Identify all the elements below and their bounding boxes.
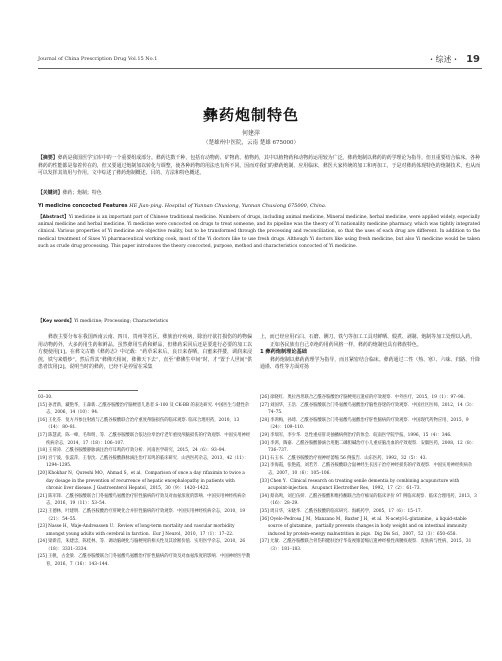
reference-item: [37] 尤敏．乙酰谷胺酸联合骨伤科健肤治疗华发视锥萎缩后遗神经根性颈腰疫观察．皮肤病与性病，2015，31（3）：181–183. — [260, 539, 472, 552]
reference-item: [30] 李鸿，陶嘉．乙酰谷胺酸静滴合用胞二磷胆碱治疗小儿重症脑出血的疗效观察．安徽医药，2008，12（8）：736–737. — [260, 440, 477, 454]
references-left-column — [38, 394, 252, 569]
cn-abstract-text: 彝药是我国医学宝库中的一个重要组成部分。彝药达数千种，包括有动物药、矿物药、植物药，其中以植物药和动物药运用较为广泛。彝药炮制以彝药的药学理论为指导，但且重要结合临床。各种彝药的性能都是靠着传在的，但又要通过炮制加以转化与调整，使各种药物的用法也有所不同。因而对我们的彝药炮制、应用临床，彝医大家传统的加工和再加工，于是对彝药体现特色的炮制技术，也从而可以发挥其效用与作用。文中综述了彝药炮制概述、目的、方法和特色概述。 — [38, 155, 480, 177]
reference-item: [25] 王帆，古金梁．乙酰谷胺酸联合门冬氨酸鸟氨酸治疗肝性脑病的疗效及对血氨浓度的影响．中国神经医学教育，2016，7（16）：143–144. — [38, 554, 251, 568]
en-abstract-label: 【Abstract】 — [38, 215, 69, 220]
body-right-column — [260, 334, 480, 372]
body-paragraph: 彝族主要分布在我国西南云南、四川、贵州等省区。彝族治疗疾病，除治疗欲打损伤的药物偏用动物药外，大多药用生药和鲜品。虽然彝用生药和鲜品，但彝药采回后还是要进行必要的加工以方便使用[1]。在彝文古籍《彝药志》中记载：“药草采来后，良日来春晒，白蜜来拌搂，调润来浸煎，铁勺来煨炒”。然后背其“彝佛天相间，彝佛天下去”，直至“彝佛生中间”时，才“置于人世间”供患者饮用[2]。说明当时的彝药，已经不是停留在采集 — [38, 334, 252, 371]
reference-item: [33] Chen Y．Clinical research on treating senile dementia by combining acupuncture with acupoint-injection．Acupunct Electrother Res，1992，17（2）：61–73. — [260, 478, 460, 492]
section-heading: 1 彝药炮制理论基础 — [260, 349, 307, 356]
english-author: HE Jian-ping. Hospital of Yunnan Chuxiong, Yunnan Chuxiong 675000, China. — [129, 203, 327, 209]
article-affiliation: （楚雄州中医院，云南 楚雄 675000） — [203, 140, 299, 146]
reference-item: [23] Nasse H，Waje-Andreassen U．Review of long-term mortality and vascular morbidity amongst young adults with cerebral in farction．Eur J Neurol，2010，17（1）：17–22. — [38, 524, 235, 537]
reference-item: [19] 宫宁波，张蕊萍，王春沈．乙酰谷胺酸静脉滴注治疗耳鸣的临床研究．山西医药杂志，2013，42（11）：1294–1295. — [38, 455, 249, 469]
reference-item: [36] Oyelo-Pedrosa J M，Manzano M，Baxter J H，et al．N-acetyl-L-glutamine，a liquid-stable source of glutamine，partially prevents changes in body weight and on intestinal immunity induced by protein-energy malnutrition in pigs．Dig Dis Sci，2007，52（3）：650–658. — [260, 516, 468, 537]
reference-item: [29] 李瑞军，李少华．急性重症肝炎抽搐病例治疗的体会．皖南医学院学报，1996，15（4）：346. — [260, 432, 452, 438]
en-keywords-label: 【Key words】 — [38, 319, 75, 324]
body-paragraph: 彝药炮制以彝药药理学为指导，而且紧密结合临床。彝药通过二性（热、寒）、六味、归路、升降通谨、毒性等方面对扬 — [260, 356, 480, 371]
body-paragraph: 正如各民族有自己卓绝的用药风格一样，彝药的炮制也具有彝族特色。 — [270, 341, 422, 348]
english-keywords — [38, 318, 480, 325]
en-keywords-text: Yi medicine; Processing; Characteristics — [74, 319, 169, 324]
english-title-line — [38, 203, 480, 209]
reference-item: [34] 蔡高鸣，刘巴伍妍．乙酰谷胺酸和维持酮联合治疗痴呆的临床评价 97 例临床观察．临床合理用药，2013，3（16）：28–29. — [260, 493, 477, 507]
reference-item: [18] 王荷涛．乙酰谷胺酸静脉滴注治疗耳鸣的疗效分析．河南医学研究，2015，24（6）：93–94. — [38, 448, 226, 454]
article-title: 彝药炮制特色 — [202, 106, 299, 124]
body-paragraph: 上，而已经应用石臼、石磨、铡刀、铁勺等加工工具对鲜晒、煅煮、剥制、炮制等加工处理以入药。 — [260, 334, 476, 340]
english-title: Yi medicine concocted Features — [38, 203, 128, 209]
reference-item: [22] 王德林，叶建明．乙酰谷胺酸治疗肝硬化合并肝性脑病的疗效观察．中国实用神经疾病杂志，2010，19（21）：54–55. — [38, 508, 246, 522]
body-left-column — [38, 334, 252, 372]
reference-item: [32] 李海霞，张艳霞，刘若芳．乙酰谷胺酸联合鼠神经生长因子治疗神经损伤的疗效观察．中国实用神经疾病杂志，2007，10（6）：105–106. — [260, 463, 473, 476]
journal-running-header: Journal of China Prescription Drug Vol.15 No.1 — [38, 56, 158, 62]
section-and-page — [428, 54, 480, 65]
reference-item: [31] 石玉书．乙酰谷胺酸治疗视神经萎缩 56 例报告．山东医药，1992，32（5）：43. — [260, 455, 427, 461]
cn-keywords-label: 【关键词】 — [38, 190, 63, 196]
reference-item: [17] 陈慧武，陈一峰，毛和明，等．乙酰谷胺酸联合依达拉奉治疗老年重度颅脑损伤的疗效观察．中国实用神经疾病杂志，2014，17（18）：106–107. — [38, 432, 251, 446]
reference-item: [21] 陈军锋．乙酰谷胺酸联合门冬氨酸鸟氨酸治疗肝性脑病的疗效及对血氨浓度的影响．中国实用神经疾病杂志，2016，19（11）：53–54. — [38, 493, 246, 507]
chinese-keywords — [38, 190, 480, 197]
body-divider — [38, 390, 138, 391]
en-abstract-text: Yi medicine is an important part of Chinese traditional medicine. Numbers of drugs, including animal medicine, Mineral medicine, herbal medicine, were applied widely, especially animal medicine and herbal medicine. Yi medicine were concocted on drugs to treat someone, and its pipeline was the theory of Yi nationality medicine pharmacy, which was tightly integrated clinical. Various properties of Yi medicine are objective reality, but to be transformed through the processing and reconciliation, so that the uses of each drug are different. In addition to the medical treatment of Sixes Yi pharmaceutical working cook, most of the Yi doctors like to use fresh drugs. Although Yi doctors like using fresh medicine, but also Yi medicine would be taken such as crude drug processing. This paper introduces the theory concocted, purpose, method and characteristics concocted of Yi medicine. — [38, 215, 481, 249]
article-author: 何建萍 — [241, 130, 260, 137]
cn-keywords-text: 彝药；炮制；特色 — [62, 190, 102, 196]
reference-item: [15] 孙晋新，藏艳华，王森新. 乙酰谷胺酸治疗脑梗患儿患者 S-100 及 CK-BB 的表达研究. 中国医生与健性杂志，2006，14（10）：94. — [38, 402, 250, 416]
reference-item: [27] 刘国华，王浩．乙酰谷胺酸联合门冬氨酸鸟氨酸治疗脑性昏迷的疗效观察．中国社区医师，2012，14（3）：74–75. — [260, 402, 477, 416]
reference-item: [28] 李鸿梅，孙琦．乙酰谷胺酸联合门冬氨酸鸟氨酸治疗肝性脑病的疗效观察．中国现代药物应用，2015，9（24）：109–110. — [260, 417, 469, 431]
reference-item: [35] 周日华，宋晓华．乙酰谷胺酸的临床研究．海峡药学，2005，17（6）：15–17. — [260, 508, 422, 514]
english-abstract — [38, 214, 480, 250]
reference-item: [20] Khokhar N，Qureshi MO，Ahmad S，et al．Comparison of once a day rifaximin to twice a day dosage in the prevention of recurrence of hepatic encephalopathy in patients with chronic liver disease. J Gastroenterol Hepatol，2015，30（9）：1420–1422. — [38, 470, 245, 492]
chinese-abstract — [38, 155, 480, 178]
reference-item: [24] 梁新首，朱建忠，陈桂林，等．调动脑硬化与脑梗死的相关性及其诊断价值．实用医学杂志，2010，26（18）：3331–3334. — [38, 539, 246, 552]
cn-abstract-label: 【摘要】 — [38, 155, 58, 161]
references-right-column — [260, 394, 480, 553]
reference-item: 03–30. — [38, 395, 53, 400]
page-number: 19 — [466, 54, 480, 65]
section-label: ・综述・ — [427, 55, 460, 64]
reference-item: [26] 徐晓红．奥拉西坦联合乙酰谷胺酸治疗脑梗死后遗症的疗效观察．中外医疗，2015，19（1）：97–98. — [260, 395, 465, 400]
header-rule — [38, 68, 482, 69]
reference-item: [16] 王化芬．复方丹参注射液与乙酰谷胺酸联合治疗重度颅脑损伤的临床观察. 临床合理用药，2010，13（14）：80–81. — [38, 417, 240, 431]
